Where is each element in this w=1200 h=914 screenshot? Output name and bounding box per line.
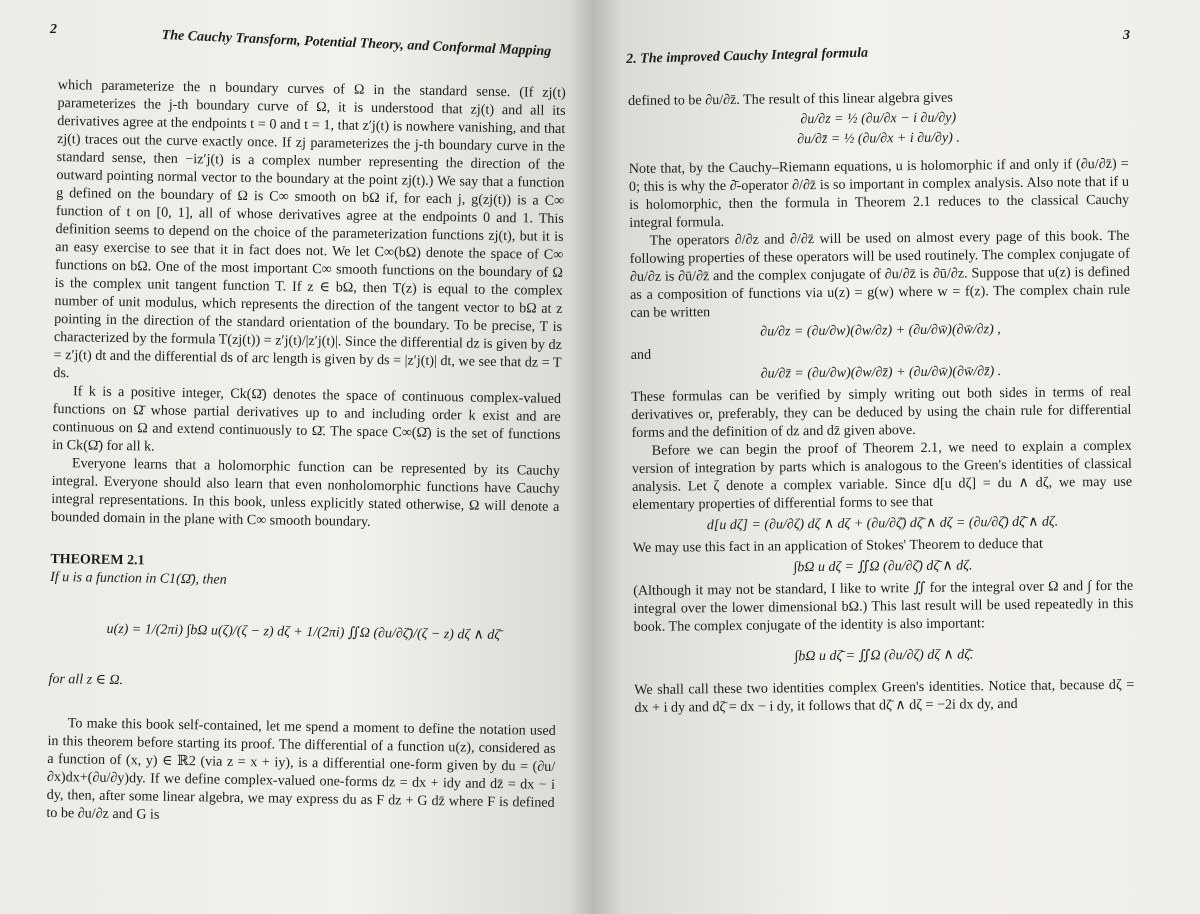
paragraph: We may use this fact in an application of Stokes' Theorem to deduce that bbox=[632, 535, 1043, 556]
paragraph: If k is a positive integer, Ck(Ω̄) denotes the space of continuous complex-valued functions on Ω̄ whose partial derivatives up to and including order k exist and are continuous on Ω and extend continuously to Ω̄. The space C∞(Ω̄) is the set of functions in Ck(Ω̄) for all k. bbox=[52, 383, 562, 455]
equation: ∫bΩ u dζ̄ = ∬Ω (∂u/∂ζ) dζ ∧ dζ̄. bbox=[794, 647, 974, 665]
paragraph: We shall call these two identities complex Green's identities. Notice that, because dζ = dx + i dy and dζ̄ = dx − i dy, it follows that dζ̄ ∧ dζ = −2i dx dy, and bbox=[634, 676, 1135, 716]
paragraph: The operators ∂/∂z and ∂/∂z̄ will be used on almost every page of this book. The following properties of these operators will be used routinely. The complex conjugate of ∂u/∂z is ∂ū/∂z̄ and the complex conjugate of ∂u/∂z̄ is ∂ū/∂z. Suppose that u(z) is defined as a composition of functions via u(z) = g(w) where w = f(z). The complex chain rule can be written bbox=[629, 227, 1131, 321]
paragraph: and bbox=[630, 346, 652, 363]
paragraph: defined to be ∂u/∂z̄. The result of this linear algebra gives bbox=[628, 89, 953, 109]
equation: ∫bΩ u dζ = ∬Ω (∂u/∂ζ̄) dζ̄ ∧ dζ. bbox=[793, 558, 973, 576]
equation: ∂u/∂z̄ = ½ (∂u/∂x + i ∂u/∂y) . bbox=[797, 130, 960, 148]
right-page-number: 3 bbox=[1123, 28, 1130, 43]
theorem-tail: for all z ∈ Ω. bbox=[48, 671, 124, 689]
right-body bbox=[628, 87, 1135, 717]
paragraph: (Although it may not be standard, I like to write ∬ for the integral over Ω and ∫ for the integral over the lower dimensional bΩ.) This last result will be used repeatedly in this book. The complex conjugate of the identity is also important: bbox=[633, 577, 1134, 635]
paragraph: which parameterize the n boundary curves of Ω in the standard sense. (If zj(t) parameterizes the j-th boundary curve of Ω, it is understood that zj(t) and all its derivatives agree at the endpoints t = 0 and t = 1, that z′j(t) is nowhere vanishing, and that zj(t) traces out the curve exactly once. If zj parameterizes the j-th boundary curve in the standard sense, then −iz′j(t) is a complex number representing the direction of the outward pointing normal vector to the boundary at the point zj(t).) We say that a function g defined on the boundary of Ω is C∞ smooth on bΩ if, for each j, g(zj(t)) is a C∞ function of t on [0, 1], all of whose derivatives agree at the endpoints 0 and 1. This definition seems to depend on the choice of the parameterization functions zj(t), but it is an easy exercise to see that it in fact does not. We let C∞(bΩ) denote the space of C∞ functions on bΩ. One of the most important C∞ smooth functions on the boundary of Ω is the complex unit tangent function T. If z ∈ bΩ, then T(z) is equal to the complex number of unit modulus, which represents the direction of the tangent vector to bΩ at z pointing in the direction of the standard orientation of the boundary. To be precise, T is characterized by the formula T(zj(t)) = z′j(t)/|z′j(t)|. Since the differential dz is given by dz = z′j(t) dt and the differential ds of arc length is given by ds = |z′j(t)| dt, we see that dz = T ds. bbox=[53, 76, 566, 382]
equation: ∂u/∂z̄ = (∂u/∂w)(∂w/∂z̄) + (∂u/∂w̄)(∂w̄/∂z̄) . bbox=[760, 364, 1002, 382]
paragraph: These formulas can be verified by simply writing out both sides in terms of real derivatives or, preferably, they can be deduced by using the chain rule for differential forms and the definition of dz and dz̄ given above. bbox=[631, 383, 1132, 441]
paragraph: Everyone learns that a holomorphic function can be represented by its Cauchy integral. Everyone should also learn that even nonholomorphic functions have Cauchy integral representations. In this book, unless explicitly stated otherwise, Ω will denote a bounded domain in the plane with C∞ smooth boundary. bbox=[50, 455, 560, 530]
left-running-head: The Cauchy Transform, Potential Theory, and Conformal Mapping bbox=[161, 28, 552, 60]
equation: ∂u/∂z = (∂u/∂w)(∂w/∂z) + (∂u/∂w̄)(∂w̄/∂z) , bbox=[760, 322, 1001, 340]
left-body bbox=[46, 76, 566, 830]
equation: ∂u/∂z = ½ (∂u/∂x − i ∂u/∂y) bbox=[800, 110, 957, 128]
theorem-title: THEOREM 2.1 bbox=[50, 551, 145, 569]
theorem-equation: u(z) = 1/(2πi) ∫bΩ u(ζ)/(ζ − z) dζ + 1/(2πi) ∬Ω (∂u/∂ζ̄)/(ζ − z) dζ ∧ dζ̄ bbox=[106, 621, 501, 644]
paragraph: To make this book self-contained, let me spend a moment to define the notation used in this theorem before starting its proof. The differential of a function u(z), considered as a function of (x, y) ∈ ℝ2 (via z = x + iy), is a differential one-form given by du = (∂u/∂x)dx+(∂u/∂y)dy. If we define complex-valued one-forms dz = dx + idy and dz̄ = dx − i dy, then, after some linear algebra, we may express du as F dz + G dz̄ where F is defined to be ∂u/∂z and G is bbox=[46, 715, 556, 823]
equation: d[u dζ] = (∂u/∂ζ) dζ ∧ dζ + (∂u/∂ζ̄) dζ̄ ∧ dζ = (∂u/∂ζ̄) dζ̄ ∧ dζ. bbox=[706, 514, 1059, 534]
right-running-head: 2. The improved Cauchy Integral formula bbox=[626, 45, 869, 67]
theorem-statement: If u is a function in C1(Ω̄), then bbox=[50, 569, 227, 588]
paragraph: Before we can begin the proof of Theorem 2.1, we need to explain a complex version of integration by parts which is analogous to the Green's identities of classical analysis. Let ζ denote a complex variable. Since d[u dζ] = du ∧ dζ, we may use elementary properties of differential forms to see that bbox=[631, 437, 1133, 513]
paragraph: Note that, by the Cauchy–Riemann equations, u is holomorphic if and only if (∂u/∂z̄) = 0; this is why the ∂̄-operator ∂/∂z̄ is so important in complex analysis. Also note that if u is holomorphic, then the formula in Theorem 2.1 reduces to the classical Cauchy integral formula. bbox=[628, 155, 1130, 231]
left-page-number: 2 bbox=[50, 22, 57, 37]
